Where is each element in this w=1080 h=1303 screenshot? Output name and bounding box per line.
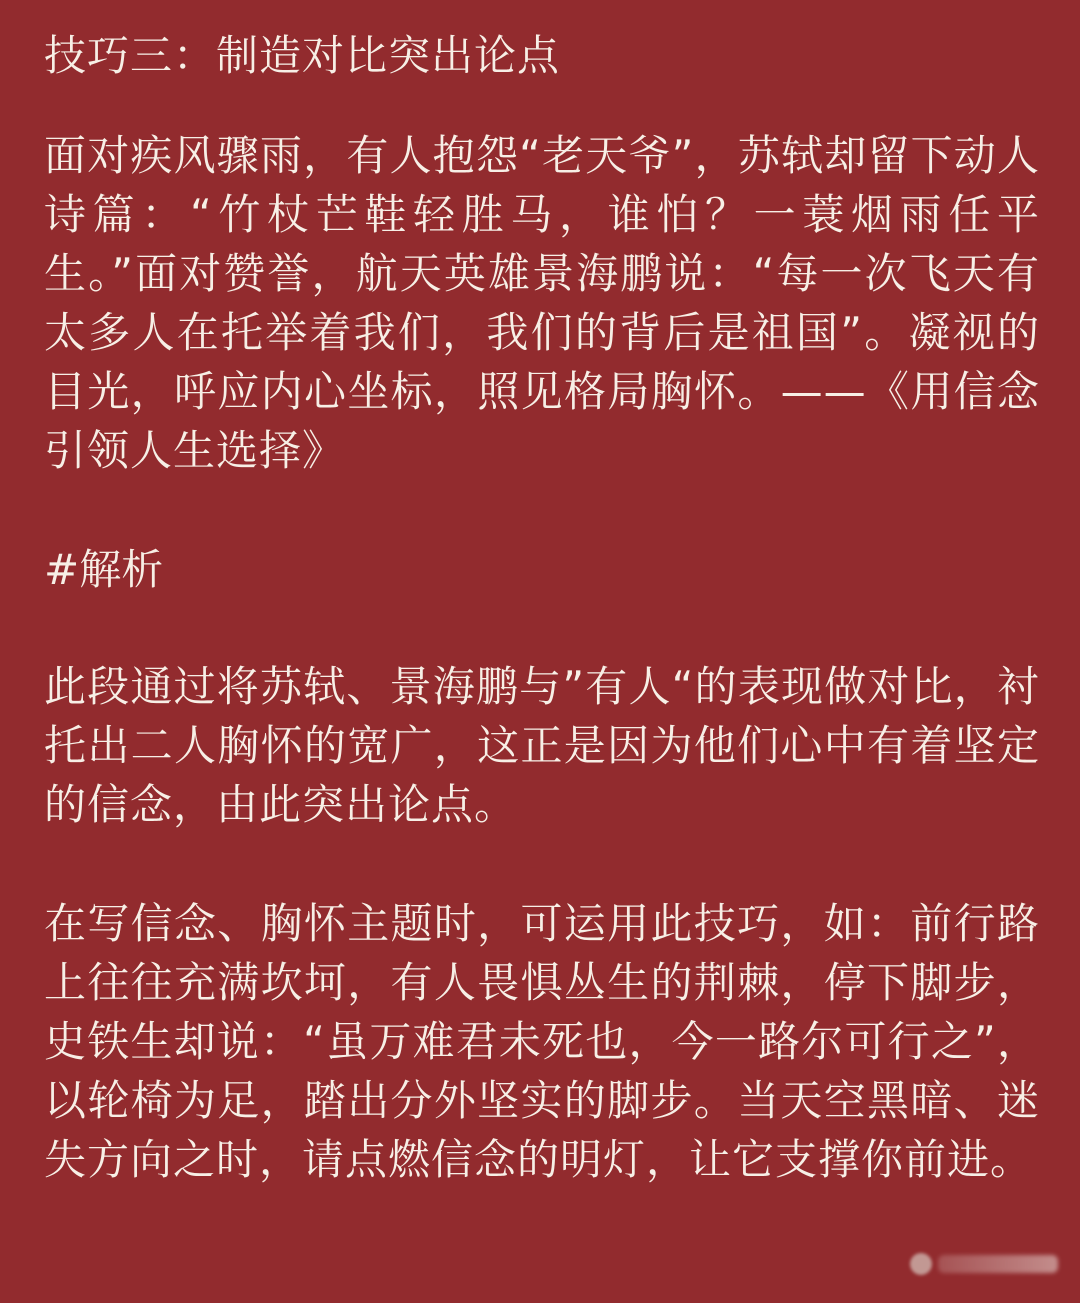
example-paragraph: 面对疾风骤雨，有人抱怨“老天爷”，苏轼却留下动人诗篇：“竹杖芒鞋轻胜马，谁怕？一蓑烟雨任平生。”面对赞誉，航天英雄景海鹏说：“每一次飞天有太多人在托举着我们，我们的背后是祖国”。凝视的目光，呼应内心坐标，照见格局胸怀。——《用信念引领人生选择》 <box>44 131 1040 475</box>
analysis-tag: #解析 <box>44 545 164 594</box>
watermark-text-blur <box>938 1255 1058 1273</box>
document-content <box>44 26 1040 1249</box>
watermark <box>898 1249 1058 1279</box>
analysis-paragraph-2: 在写信念、胸怀主题时，可运用此技巧，如：前行路上往往充满坎坷，有人畏惧丛生的荆棘，停下脚步，史铁生却说：“虽万难君未死也，今一路尔可行之”，以轮椅为足，踏出分外坚实的脚步。当天空黑暗、迷失方向之时，请点燃信念的明灯，让它支撑你前进。 <box>44 899 1040 1184</box>
watermark-logo-icon <box>910 1253 932 1275</box>
analysis-paragraph-1: 此段通过将苏轼、景海鹏与”有人“的表现做对比，衬托出二人胸怀的宽广，这正是因为他们心中有着坚定的信念，由此突出论点。 <box>44 662 1040 829</box>
technique-title: 技巧三：制造对比突出论点 <box>44 31 561 80</box>
